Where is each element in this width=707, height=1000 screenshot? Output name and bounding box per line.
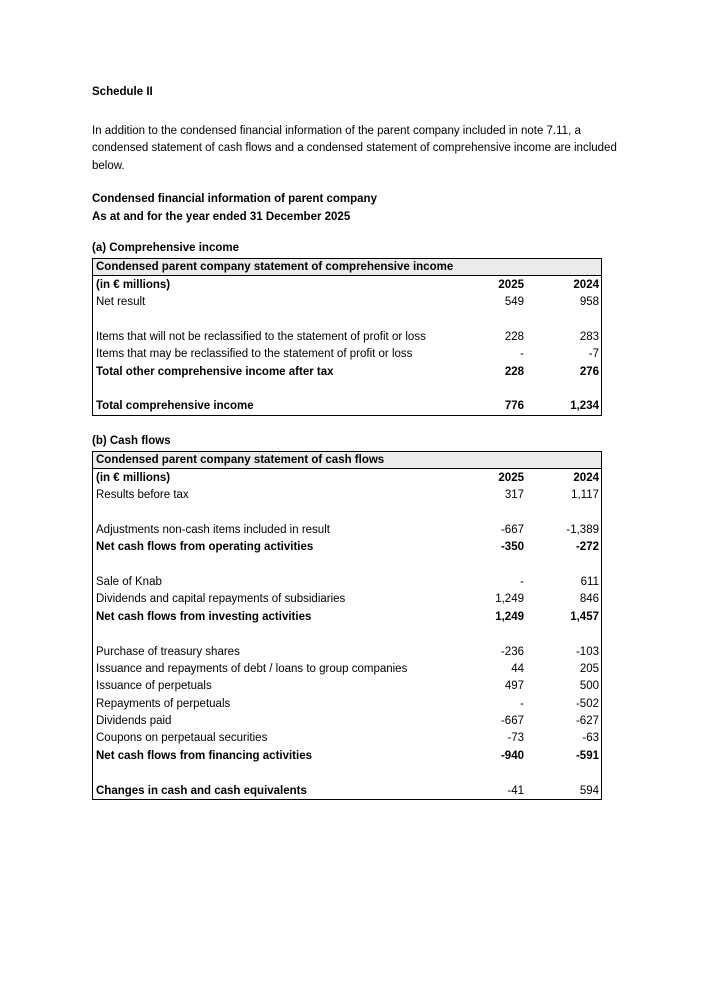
row-value: 228 — [504, 330, 524, 343]
row-label: Dividends paid — [96, 715, 172, 728]
table-b-columns-row — [93, 469, 601, 486]
row-value: 611 — [580, 575, 599, 588]
row-value: -41 — [507, 784, 524, 797]
row-value: 846 — [579, 593, 599, 606]
table-row — [93, 521, 601, 538]
row-value: 1,249 — [495, 610, 524, 623]
unit-label: (in € millions) — [96, 471, 171, 484]
table-row — [93, 695, 601, 712]
row-label: Results before tax — [96, 488, 189, 501]
row-value: 276 — [579, 365, 599, 378]
table-row — [93, 712, 601, 729]
table-row — [93, 747, 601, 764]
table-row — [93, 608, 601, 625]
table-a-body — [93, 293, 601, 415]
table-spacer-row — [93, 311, 601, 328]
table-row — [93, 293, 601, 310]
row-value: -667 — [500, 715, 524, 728]
row-value: -350 — [500, 541, 524, 554]
row-label: Purchase of treasury shares — [96, 645, 240, 658]
row-value: 1,249 — [495, 593, 524, 606]
intro-paragraph: In addition to the condensed financial information of the parent company included in note 7.11, a condensed statement of cash flows and a condensed statement of comprehensive income are included below. — [92, 124, 617, 172]
table-row — [93, 660, 601, 677]
row-value: 205 — [579, 662, 599, 675]
row-value: -627 — [575, 715, 599, 728]
row-label: Dividends and capital repayments of subsidiaries — [96, 593, 346, 606]
row-value: 1,117 — [571, 488, 599, 501]
comprehensive-income-table — [92, 258, 602, 417]
unit-label: (in € millions) — [96, 278, 171, 291]
row-label: Net cash flows from investing activities — [96, 610, 312, 623]
row-label: Adjustments non-cash items included in result — [96, 523, 330, 536]
table-spacer-row — [93, 380, 601, 397]
table-b-title-band: Condensed parent company statement of cash flows — [93, 452, 601, 469]
page-content — [92, 84, 617, 800]
row-label: Changes in cash and cash equivalents — [96, 784, 307, 797]
column-header-2024: 2024 — [573, 471, 599, 484]
table-row — [93, 782, 601, 799]
row-label: Total comprehensive income — [96, 400, 254, 413]
table-spacer-row — [93, 765, 601, 782]
row-value: -73 — [507, 732, 524, 745]
row-value: 958 — [579, 295, 599, 308]
column-header-2025: 2025 — [498, 278, 524, 291]
row-value: -591 — [575, 749, 599, 762]
report-title: Condensed financial information of parent company — [92, 193, 377, 205]
row-value: - — [520, 348, 524, 361]
table-row — [93, 573, 601, 590]
row-value: -272 — [575, 541, 599, 554]
row-label: Net result — [96, 295, 146, 308]
table-spacer-row — [93, 625, 601, 642]
table-row — [93, 398, 601, 415]
cash-flows-table — [92, 451, 602, 801]
row-label: Issuance and repayments of debt / loans to group companies — [96, 662, 408, 675]
row-label: Total other comprehensive income after tax — [96, 365, 334, 378]
row-value: 228 — [504, 365, 524, 378]
row-label: Issuance of perpetuals — [96, 680, 212, 693]
row-label: Net cash flows from operating activities — [96, 541, 314, 554]
report-subtitle: As at and for the year ended 31 December 2025 — [92, 210, 351, 223]
row-value: -63 — [582, 732, 599, 745]
column-header-2025: 2025 — [498, 471, 524, 484]
table-row — [93, 643, 601, 660]
table-row — [93, 345, 601, 362]
row-value: 776 — [504, 400, 524, 413]
table-a-caption: (a) Comprehensive income — [92, 242, 239, 254]
row-value: -1,389 — [566, 523, 599, 536]
row-label: Coupons on perpetaual securities — [96, 732, 268, 745]
row-value: 317 — [504, 488, 524, 501]
row-value: -667 — [500, 523, 524, 536]
row-value: 44 — [511, 662, 524, 675]
table-row — [93, 538, 601, 555]
table-b-body — [93, 486, 601, 799]
column-header-2024: 2024 — [573, 278, 599, 291]
table-row — [93, 328, 601, 345]
row-value: 594 — [579, 784, 599, 797]
row-value: -236 — [500, 645, 524, 658]
table-row — [93, 591, 601, 608]
row-value: 497 — [504, 680, 524, 693]
table-b-caption: (b) Cash flows — [92, 435, 171, 448]
schedule-title: Schedule II — [92, 86, 153, 98]
table-row — [93, 486, 601, 503]
row-value: 500 — [579, 680, 599, 693]
row-value: -7 — [588, 348, 599, 361]
row-value: -502 — [575, 697, 599, 710]
table-spacer-row — [93, 556, 601, 573]
row-value: 549 — [504, 295, 524, 308]
row-label: Repayments of perpetuals — [96, 697, 231, 710]
row-value: 1,457 — [570, 610, 599, 623]
row-label: Sale of Knab — [96, 575, 162, 588]
table-row — [93, 363, 601, 380]
row-value: - — [520, 575, 524, 588]
table-a-columns-row — [93, 276, 601, 293]
row-value: -940 — [500, 749, 524, 762]
row-label: Items that will not be reclassified to the statement of profit or loss — [96, 330, 426, 343]
table-row — [93, 678, 601, 695]
row-value: 1,234 — [570, 400, 599, 413]
row-label: Net cash flows from financing activities — [96, 749, 312, 762]
row-value: - — [520, 697, 524, 710]
row-value: 283 — [579, 330, 599, 343]
table-spacer-row — [93, 504, 601, 521]
table-row — [93, 730, 601, 747]
row-label: Items that may be reclassified to the statement of profit or loss — [96, 348, 413, 361]
table-a-title-band: Condensed parent company statement of comprehensive income — [93, 259, 601, 276]
row-value: -103 — [575, 645, 599, 658]
